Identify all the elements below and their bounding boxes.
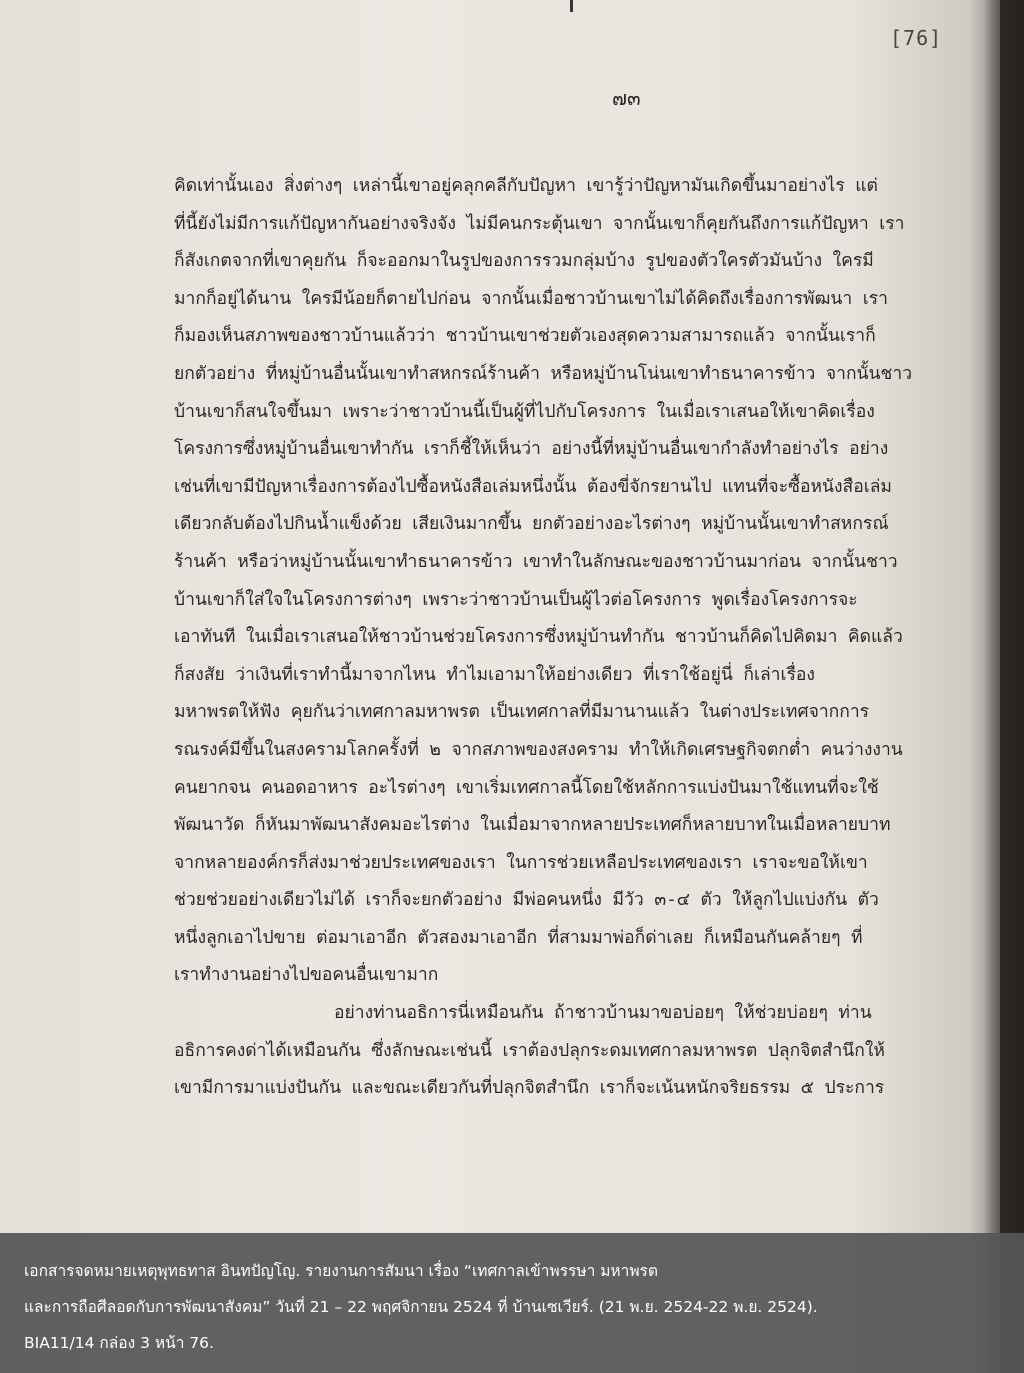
text-line: เช่นที่เขามีปัญหาเรื่องการต้องไปซื้อหนังสือเล่มหนึ่งนั้น ต้องขี่จักรยานไป แทนที่จะซื้อหนังสือเล่ม	[174, 476, 892, 497]
text-line: บ้านเขาก็ใส่ใจในโครงการต่างๆ เพราะว่าชาวบ้านเป็นผู้ไวต่อโครงการ พูดเรื่องโครงการจะ	[174, 589, 858, 610]
text-line: จากหลายองค์กรก็ส่งมาช่วยประเทศของเรา ในการช่วยเหลือประเทศของเรา เราจะขอให้เขา	[174, 852, 868, 873]
page-mark	[570, 0, 573, 12]
text-line: รณรงค์มีขึ้นในสงครามโลกครั้งที่ ๒ จากสภาพของสงคราม ทำให้เกิดเศรษฐกิจตกต่ำ คนว่างงาน	[174, 739, 903, 760]
text-line: ร้านค้า หรือว่าหมู่บ้านนั้นเขาทำธนาคารข้าว เขาทำในลักษณะของชาวบ้านมาก่อน จากนั้นชาว	[174, 551, 898, 572]
caption-line: และการถือศีลอดกับการพัฒนาสังคม” วันที่ 21 – 22 พฤศจิกายน 2524 ที่ บ้านเซเวียร์. (21 พ.ย. 2524-22 พ.ย. 2524).	[24, 1298, 818, 1316]
text-line: มหาพรตให้ฟัง คุยกันว่าเทศกาลมหาพรต เป็นเทศกาลที่มีมานานแล้ว ในต่างประเทศจากการ	[174, 702, 870, 723]
text-line: เดียวกลับต้องไปกินน้ำแข็งด้วย เสียเงินมากขึ้น ยกตัวอย่างอะไรต่างๆ หมู่บ้านนั้นเขาทำสหกรณ์	[174, 514, 889, 535]
text-line: ช่วยช่วยอย่างเดียวไม่ได้ เราก็จะยกตัวอย่าง มีพ่อคนหนึ่ง มีวัว ๓-๔ ตัว ให้ลูกไปแบ่งกัน ตัว	[174, 890, 879, 911]
text-line: ที่นี้ยังไม่มีการแก้ปัญหากันอย่างจริงจัง ไม่มีคนกระตุ้นเขา จากนั้นเขาก็คุยกันถึงการแก้ปัญหา เรา	[174, 213, 905, 234]
text-line: ก็สงสัย ว่าเงินที่เราทำนี้มาจากไหน ทำไมเอามาให้อย่างเดียว ที่เราใช้อยู่นี่ ก็เล่าเรื่อง	[174, 664, 815, 685]
text-line: พัฒนาวัด ก็หันมาพัฒนาสังคมอะไรต่าง ในเมื่อมาจากหลายประเทศก็หลายบาทในเมื่อหลายบาท	[174, 815, 891, 836]
text-line: อย่างท่านอธิการนี่เหมือนกัน ถ้าชาวบ้านมาขอบ่อยๆ ให้ช่วยบ่อยๆ ท่าน	[334, 1003, 872, 1024]
text-line: ก็สังเกตจากที่เขาคุยกัน ก็จะออกมาในรูปของการรวมกลุ่มบ้าง รูปของตัวใครตัวมันบ้าง ใครมี	[174, 251, 874, 272]
citation-caption	[0, 1233, 1024, 1373]
archive-stamp: [76]	[890, 26, 943, 50]
page-number: ๗๓	[612, 86, 641, 110]
binding-shadow	[984, 0, 1024, 1373]
text-line: ก็มองเห็นสภาพของชาวบ้านแล้วว่า ชาวบ้านเขาช่วยตัวเองสุดความสามารถแล้ว จากนั้นเราก็	[174, 326, 876, 347]
text-line: โครงการซึ่งหมู่บ้านอื่นเขาทำกัน เราก็ชี้ให้เห็นว่า อย่างนี้ที่หมู่บ้านอื่นเขากำลังทำอย่างไร อย่าง	[174, 439, 889, 460]
body-text	[174, 168, 964, 1108]
text-line: เราทำงานอย่างไปขอคนอื่นเขามาก	[174, 965, 439, 986]
caption-line: BIA11/14 กล่อง 3 หน้า 76.	[24, 1334, 214, 1352]
caption-line: เอกสารจดหมายเหตุพุทธทาส อินทปัญโญ. รายงานการสัมนา เรื่อง “เทศกาลเข้าพรรษา มหาพรต	[24, 1262, 658, 1280]
text-line: บ้านเขาก็สนใจขึ้นมา เพราะว่าชาวบ้านนี้เป็นผู้ที่ไปกับโครงการ ในเมื่อเราเสนอให้เขาคิดเรื่อง	[174, 401, 875, 422]
text-line: เขามีการมาแบ่งปันกัน และขณะเดียวกันที่ปลุกจิตสำนึก เราก็จะเน้นหนักจริยธรรม ๕ ประการ	[174, 1078, 885, 1099]
text-line: ยกตัวอย่าง ที่หมู่บ้านอื่นนั้นเขาทำสหกรณ์ร้านค้า หรือหมู่บ้านโน่นเขาทำธนาคารข้าว จากนั้นชาว	[174, 363, 913, 384]
text-line: คิดเท่านั้นเอง สิ่งต่างๆ เหล่านี้เขาอยู่คลุกคลีกับปัญหา เขารู้ว่าปัญหามันเกิดขึ้นมาอย่างไร แต่	[174, 176, 878, 196]
text-line: คนยากจน คนอดอาหาร อะไรต่างๆ เขาเริ่มเทศกาลนี้โดยใช้หลักการแบ่งปันมาใช้แทนที่จะใช้	[174, 777, 879, 798]
text-line: มากก็อยู่ได้นาน ใครมีน้อยก็ตายไปก่อน จากนั้นเมื่อชาวบ้านเขาไม่ได้คิดถึงเรื่องการพัฒนา เรา	[174, 288, 888, 309]
text-line: อธิการคงด่าได้เหมือนกัน ซึ่งลักษณะเช่นนี้ เราต้องปลุกระดมเทศกาลมหาพรต ปลุกจิตสำนึกให้	[174, 1040, 885, 1061]
text-line: หนึ่งลูกเอาไปขาย ต่อมาเอาอีก ตัวสองมาเอาอีก ที่สามมาพ่อก็ด่าเลย ก็เหมือนกันคล้ายๆ ที่	[174, 927, 863, 948]
text-line: เอาทันที ในเมื่อเราเสนอให้ชาวบ้านช่วยโครงการซึ่งหมู่บ้านทำกัน ชาวบ้านก็คิดไปคิดมา คิดแล้ว	[174, 627, 903, 648]
